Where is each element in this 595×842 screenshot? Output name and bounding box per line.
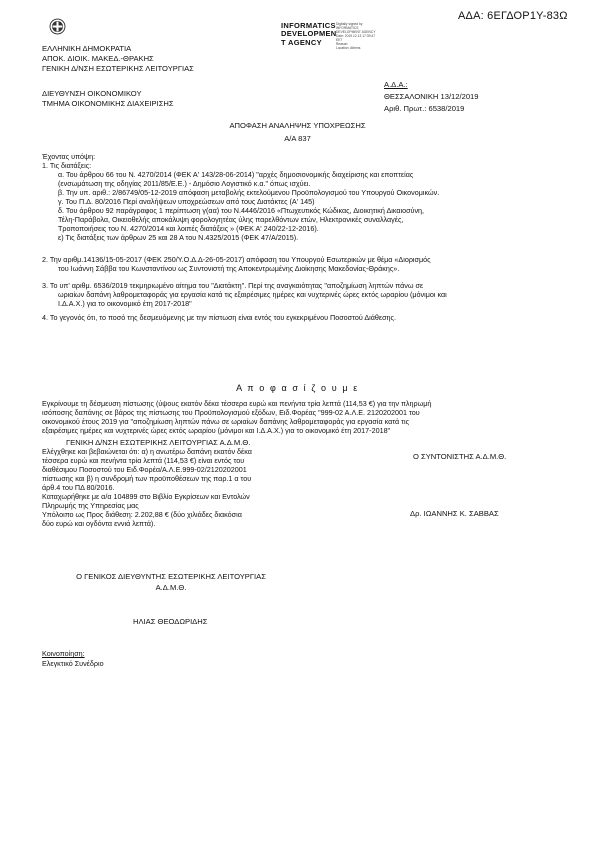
considering-item-2 [42,255,431,273]
considering-subitems [58,170,439,242]
financial-dept-heading: ΓΕΝΙΚΗ Δ/ΝΣΗ ΕΣΩΤΕΡΙΚΗΣ ΛΕΙΤΟΥΡΓΙΑΣ Α.Δ.Μ.Θ. [66,438,251,447]
verification-line: τέσσερα ευρώ και πενήντα τρία λεπτά (114,53 €) είναι εντός του [42,456,245,465]
coordinator-title: Ο ΣΥΝΤΟΝΙΣΤΗΣ Α.Δ.Μ.Θ. [413,452,507,461]
subitem-line: δ. Του άρθρου 92 παράγραφος 1 περίπτωση γ(αα) του Ν.4446/2016 «Πτωχευτικός Κώδικας, Διοικητική Δικαιοσύνη, [58,206,425,215]
header-authority [42,44,194,74]
city-date: ΘΕΣΣΑΛΟΝΙΚΗ 13/12/2019 [384,92,479,101]
verification-line: Πληρωμής της Υπηρεσίας μας [42,501,139,510]
ada-code: ΑΔΑ: 6ΕΓΔΟΡ1Υ-83Ω [458,10,568,22]
header-line: ΓΕΝΙΚΗ Δ/ΝΣΗ ΕΣΩΤΕΡΙΚΗΣ ΛΕΙΤΟΥΡΓΙΑΣ [42,64,194,73]
financial-verification [42,447,252,528]
decision-line: εξαιρέσιμες ημέρες και νυχτερινές ώρες εκτός ωραρίου (μόνιμοι και Ι.Δ.Α.Χ.) για το οικονομικό έτη 2017-2018" [42,426,391,435]
header-department [42,89,174,109]
document-title: ΑΠΟΦΑΣΗ ΑΝΑΛΗΨΗΣ ΥΠΟΧΡΕΩΣΗΣ [229,121,366,130]
decision-line: ισόποσης δαπάνης σε βάρος της πίστωσης του Προϋπολογισμού εξόδων, Ειδ.Φορέας "999-02 Α.Λ.Ε. 2120202001 του [42,408,420,417]
subitem-line: γ. Του Π.Δ. 80/2016 Περί αναλήψεων υποχρεώσεων από τους Διατάκτες (Α' 145) [58,197,315,206]
signature-detail-line: EET [336,38,343,42]
ada-label: Α.Δ.Α.: [384,80,408,89]
logo-line: INFORMATICS [281,21,336,30]
signature-detail-line: Reason: [336,42,349,46]
decision-line: οικονομικού έτους 2019 για "αποζημίωση ληπτών πάνω σε ωριαίων δαπάνης λαθρομεταφοράς για εργασία κατά τις [42,417,410,426]
signature-details [336,22,376,50]
signature-logo [281,22,337,47]
item-line: 2. Την αριθμ.14136/15-05-2017 (ΦΕΚ 250/Υ.Ο.Δ.Δ-26-05-2017) απόφαση του Υπουργού Εσωτερικών με θέμα «Διορισμός [42,255,431,264]
header-line: ΕΛΛΗΝΙΚΗ ΔΗΜΟΚΡΑΤΙΑ [42,44,132,53]
considering-intro: Έχοντας υπόψη: [42,152,96,161]
general-director-org: Α.Δ.Μ.Θ. [155,583,187,592]
signature-detail-line: DEVELOPMENT AGENCY [336,30,376,34]
signature-detail-line: INFORMATICS [336,26,359,30]
subitem-line: (ενσωμάτωση της οδηγίας 2011/85/Ε.Ε.) - Δημόσιο Λογιστικό κ.α." όπως ισχύει. [58,179,311,188]
item-line: του Ιωάννη Σάββα του Κωνσταντίνου ως Συντονιστή της Αποκεντρωμένης Διοίκησης Μακεδονίας-Θράκης». [58,264,400,273]
department-line: ΤΜΗΜΑ ΟΙΚΟΝΟΜΙΚΗΣ ΔΙΑΧΕΙΡΙΣΗΣ [42,99,174,108]
signature-detail-line: Date: 2019.12.13 17:39:47 [336,34,376,38]
signature-detail-line: Location: Athens [336,46,361,50]
decision-number: Α/Α 837 [284,134,311,143]
decision-text [42,399,431,435]
item-line: ωριαίων δαπάνη λαθρομεταφοράς για εργασία κατά τις εξαιρέσιμες ημέρες και νυχτερινές ώρες εκτός ωραρίου (μόνιμοι και [58,290,447,299]
greek-emblem-icon [49,18,66,35]
considering-item-3 [42,281,447,308]
verification-line: Καταχωρήθηκε με α/α 104899 στο Βιβλίο Εγκρίσεων και Εντολών [42,492,250,501]
general-director-name: ΗΛΙΑΣ ΘΕΟΔΩΡΙΔΗΣ [133,617,208,626]
subitem-line: Τέλη-Παράβολα, Οικειοθελής αποκάλυψη φορολογητέας ύλης παρελθόντων ετών, Ηλεκτρονικές συναλλαγές, [58,215,404,224]
considering-item-4: 4. Το γεγονός ότι, το ποσό της δεσμευόμενης με την πίστωση είναι εντός του εγκεκριμένου Ποσοστού Διάθεσης. [42,313,396,322]
decision-line: Εγκρίνουμε τη δέσμευση πίστωσης (ύψους εκατόν δέκα τέσσερα ευρώ και πενήντα τρία λεπτά (114,53 €) για την πληρωμή [42,399,432,408]
logo-line: DEVELOPMEN [281,29,337,39]
verification-line: δύο ευρώ και ογδόντα εννιά λεπτά). [42,519,156,528]
considering-item-1: 1. Τις διατάξεις: [42,161,92,170]
verification-line: Υπόλοιπο ως Προς διάθεση: 2.202,88 € (δύο χιλιάδες διακόσια [42,510,242,519]
subitem-line: Τροποποιήσεις του Ν. 4270/2014 και λοιπές διατάξεις » (ΦΕΚ Α' 240/22-12-2016). [58,224,319,233]
subitem-line: β. Την υπ. αριθ.: 2/86749/05-12-2019 απόφαση μεταβολής εκτελούμενου Προϋπολογισμού του Υπουργού Οικονομικών. [58,188,440,197]
subitem-line: ε) Τις διατάξεις των άρθρων 25 και 28 Α του Ν.4325/2015 (ΦΕΚ 47/Α/2015). [58,233,299,242]
item-line: 3. Το υπ' αριθμ. 6536/2019 τεκμηριωμένο αίτημα του "Διατάκτη". Περί της αναγκαιότητας "αποζημίωση ληπτών πάνω σε [42,281,424,290]
item-line: Ι.Δ.Α.Χ.) για το οικονομικό έτη 2017-2018" [58,299,192,308]
protocol-number: Αριθ. Πρωτ.: 6538/2019 [384,104,465,113]
verification-line: Ελέγχθηκε και βεβαιώνεται ότι: α) η ανωτέρω δαπάνη εκατόν δέκα [42,447,252,456]
verification-line: άρθ.4 του ΠΔ 80/2016. [42,483,115,492]
header-line: ΑΠΟΚ. ΔΙΟΙΚ. ΜΑΚΕΔ.-ΘΡΑΚΗΣ [42,54,154,63]
decision-heading: Α π ο φ α σ ί ζ ο υ μ ε [236,383,359,393]
cc-recipient: Ελεγκτικό Συνέδριο [42,659,104,668]
general-director-title: Ο ΓΕΝΙΚΟΣ ΔΙΕΥΘΥΝΤΗΣ ΕΣΩΤΕΡΙΚΗΣ ΛΕΙΤΟΥΡΓΙΑΣ [76,572,266,581]
signature-detail-line: Digitally signed by [336,22,363,26]
verification-line: διαθέσιμου Ποσοστού του Ειδ.Φορέα/Α.Λ.Ε.999-02/2120202001 [42,465,247,474]
logo-line: T AGENCY [281,37,322,47]
subitem-line: α. Του άρθρου 66 του Ν. 4270/2014 (ΦΕΚ Α' 143/28-06-2014) "αρχές δημοσιονομικής διαχείρισης και εποπτείας [58,170,414,179]
coordinator-name: Δρ. ΙΩΑΝΝΗΣ Κ. ΣΑΒΒΑΣ [410,509,499,518]
department-line: ΔΙΕΥΘΥΝΣΗ ΟΙΚΟΝΟΜΙΚΟΥ [42,89,142,98]
cc-label: Κοινοποίηση: [42,649,85,658]
verification-line: πίστωσης και β) η συνδρομή των προϋποθέσεων της παρ.1 α του [42,474,252,483]
